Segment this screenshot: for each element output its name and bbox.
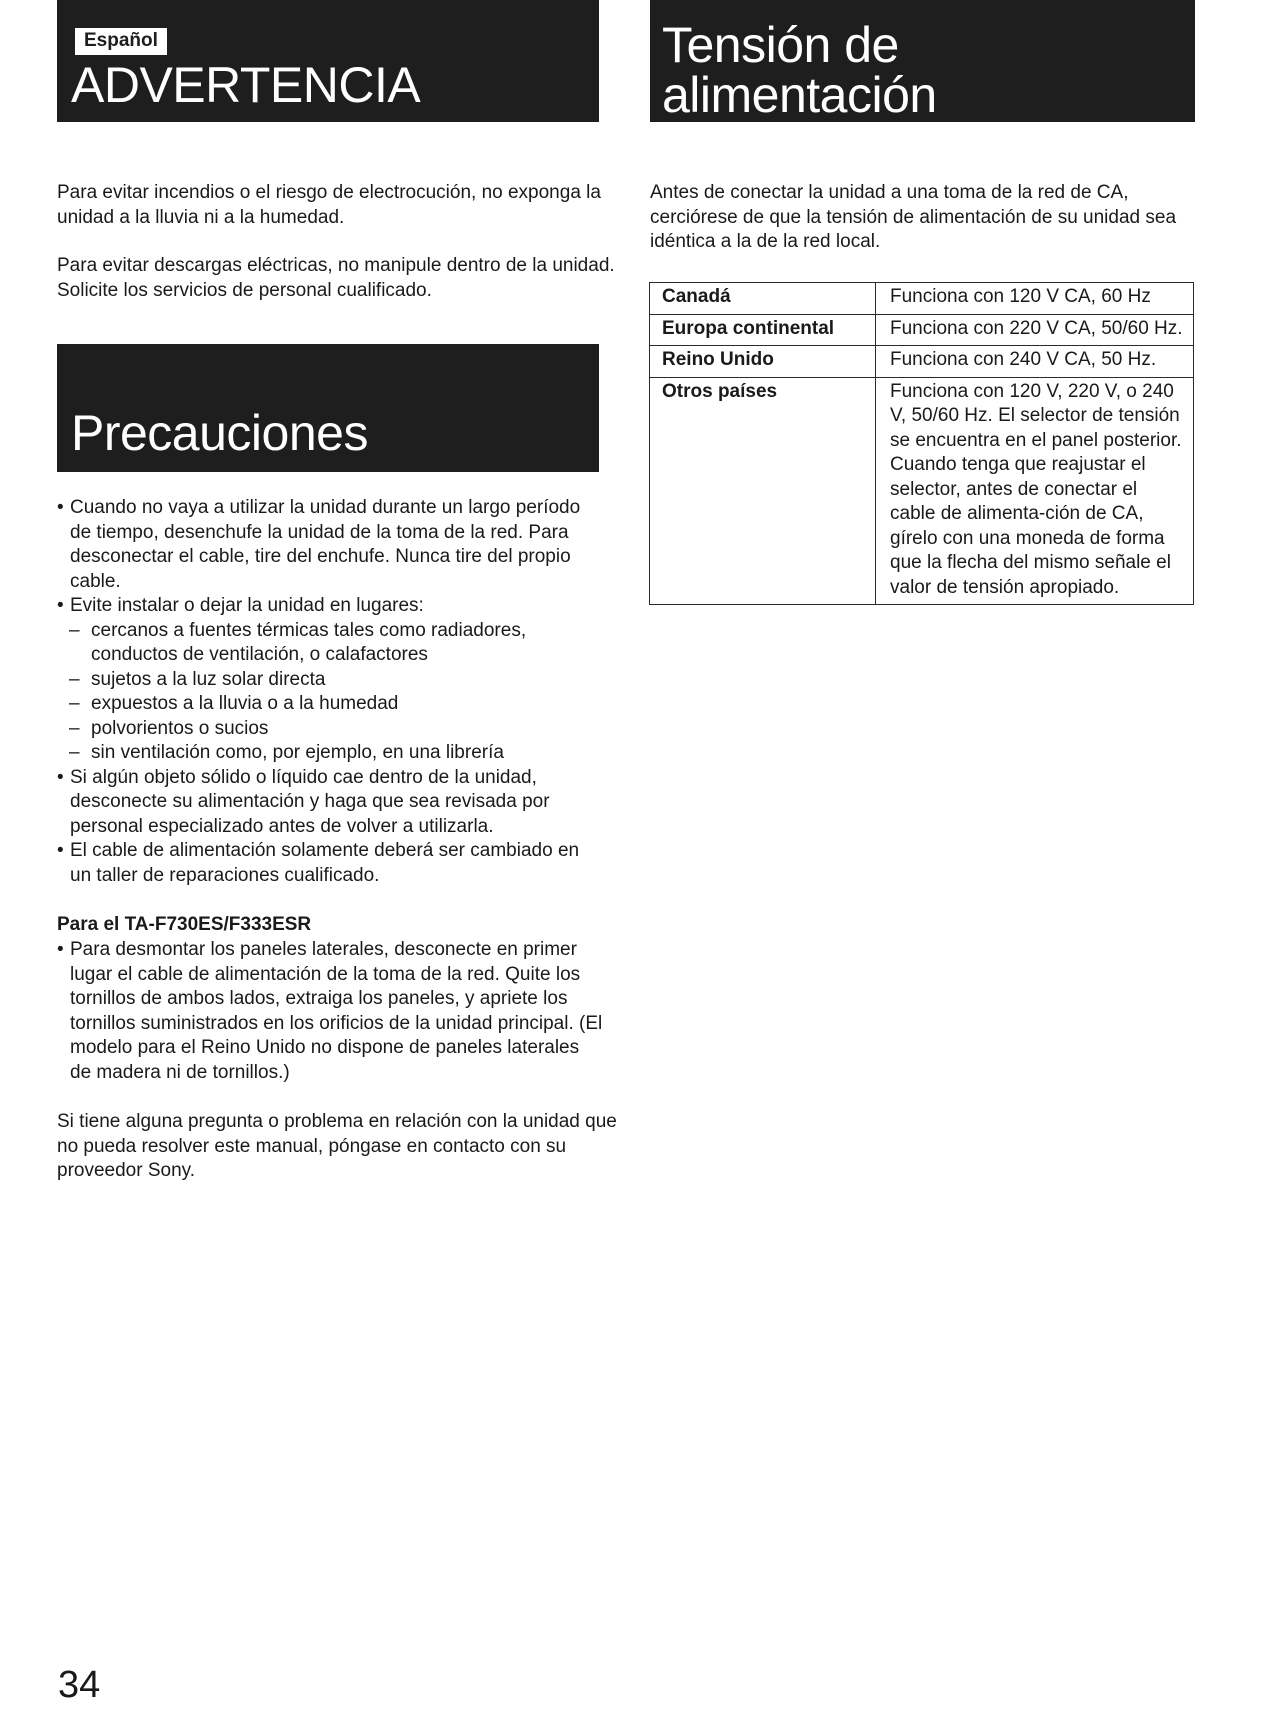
- voltage-cell: Funciona con 240 V CA, 50 Hz.: [876, 346, 1194, 378]
- dash-icon: –: [69, 693, 80, 714]
- list-item-text: El cable de alimentación solamente deberá ser cambiado en un taller de reparaciones cualificado.: [70, 840, 580, 886]
- list-item-text: Para desmontar los paneles laterales, desconecte en primer lugar el cable de alimentación de la toma de la red. Quite los tornillos de ambos lados, extraiga los paneles, y apriete los tornillos suministrados en los orificios de la unidad principal. (El modelo para el Reino Unido no dispone de paneles laterales de madera ni de tornillos.): [70, 939, 603, 1083]
- table-row: [650, 377, 1194, 605]
- locations-sublist-container: [57, 619, 605, 766]
- sublist-item-text: cercanos a fuentes térmicas tales como radiadores, conductos de ventilación, o calafactores: [91, 619, 527, 665]
- bullet-icon: •: [57, 766, 64, 788]
- country-cell: Reino Unido: [650, 346, 876, 378]
- list-item-text: Evite instalar o dejar la unidad en lugares:: [70, 595, 424, 616]
- advertencia-paragraph: [57, 181, 617, 230]
- voltage-cell: Funciona con 120 V, 220 V, o 240 V, 50/60 Hz. El selector de tensión se encuentra en el panel posterior. Cuando tenga que reajustar el selector, antes de conectar el cable de alimenta-ción de CA, gírelo con una moneda de forma que la flecha del mismo señale el valor de tensión apropiado.: [876, 377, 1194, 605]
- precauciones-banner: [57, 344, 599, 472]
- advertencia-paragraph-text: Para evitar descargas eléctricas, no manipule dentro de la unidad. Solicite los servicios de personal cualificado.: [57, 255, 615, 301]
- dash-icon: –: [69, 742, 80, 763]
- table-row: [650, 283, 1194, 315]
- list-item-text: Si algún objeto sólido o líquido cae dentro de la unidad, desconecte su alimentación y haga que sea revisada por personal especializado antes de volver a utilizarla.: [70, 766, 550, 837]
- language-tag: Español: [75, 28, 167, 55]
- sublist-item: [57, 619, 605, 668]
- country-cell: Otros países: [650, 377, 876, 605]
- bullet-icon: •: [57, 595, 64, 616]
- advertencia-heading: ADVERTENCIA: [71, 57, 421, 113]
- bullet-icon: •: [57, 840, 64, 861]
- list-item: [57, 594, 605, 619]
- closing-paragraph: Si tiene alguna pregunta o problema en relación con la unidad que no pueda resolver este manual, póngase en contacto con su proveedor Sony.: [57, 1111, 617, 1181]
- sublist-item: [57, 741, 605, 766]
- advertencia-paragraph-text: Para evitar incendios o el riesgo de electrocución, no exponga la unidad a la lluvia ni a la humedad.: [57, 182, 601, 228]
- voltage-cell: Funciona con 120 V CA, 60 Hz: [876, 283, 1194, 315]
- tension-heading-line-2: alimentación: [662, 67, 937, 123]
- bullet-icon: •: [57, 497, 64, 518]
- list-item: [57, 766, 605, 840]
- sublist-item: [57, 717, 605, 742]
- sublist-item-text: sin ventilación como, por ejemplo, en una librería: [91, 742, 504, 763]
- sublist-item: [57, 668, 605, 693]
- voltage-table: [649, 282, 1194, 605]
- list-item: [57, 496, 605, 594]
- bullet-icon: •: [57, 939, 64, 960]
- tension-heading-line-1: Tensión de: [662, 17, 899, 73]
- advertencia-paragraph: [57, 254, 617, 303]
- tension-intro: [650, 181, 1190, 255]
- dash-icon: –: [69, 619, 80, 641]
- tension-banner: [650, 0, 1195, 122]
- tension-intro-text: Antes de conectar la unidad a una toma de la red de CA, cerciórese de que la tensión de alimentación de su unidad sea idéntica a la de la red local.: [650, 182, 1177, 252]
- list-item: [57, 839, 605, 888]
- sublist-item-text: expuestos a la lluvia o a la humedad: [91, 693, 399, 714]
- table-row: [650, 346, 1194, 378]
- list-item: [57, 938, 605, 1085]
- sublist-item-text: polvorientos o sucios: [91, 717, 269, 739]
- model-list: [57, 938, 605, 1085]
- list-item-text: Cuando no vaya a utilizar la unidad durante un largo período de tiempo, desenchufe la unidad de la toma de la red. Para desconectar el cable, tire del enchufe. Nunca tire del propio cable.: [70, 497, 581, 592]
- precautions-list: [57, 496, 605, 888]
- country-cell: Europa continental: [650, 314, 876, 346]
- sublist-item: [57, 692, 605, 717]
- country-cell: Canadá: [650, 283, 876, 315]
- model-heading: Para el TA-F730ES/F333ESR: [57, 914, 312, 935]
- sublist-item-text: sujetos a la luz solar directa: [91, 668, 326, 690]
- dash-icon: –: [69, 668, 80, 690]
- precauciones-heading: Precauciones: [71, 405, 368, 461]
- dash-icon: –: [69, 717, 80, 739]
- locations-sublist: [57, 619, 605, 766]
- voltage-cell: Funciona con 220 V CA, 50/60 Hz.: [876, 314, 1194, 346]
- tension-heading: [662, 17, 937, 123]
- advertencia-banner: [57, 0, 599, 122]
- page-number: 34: [58, 1664, 101, 1706]
- table-row: [650, 314, 1194, 346]
